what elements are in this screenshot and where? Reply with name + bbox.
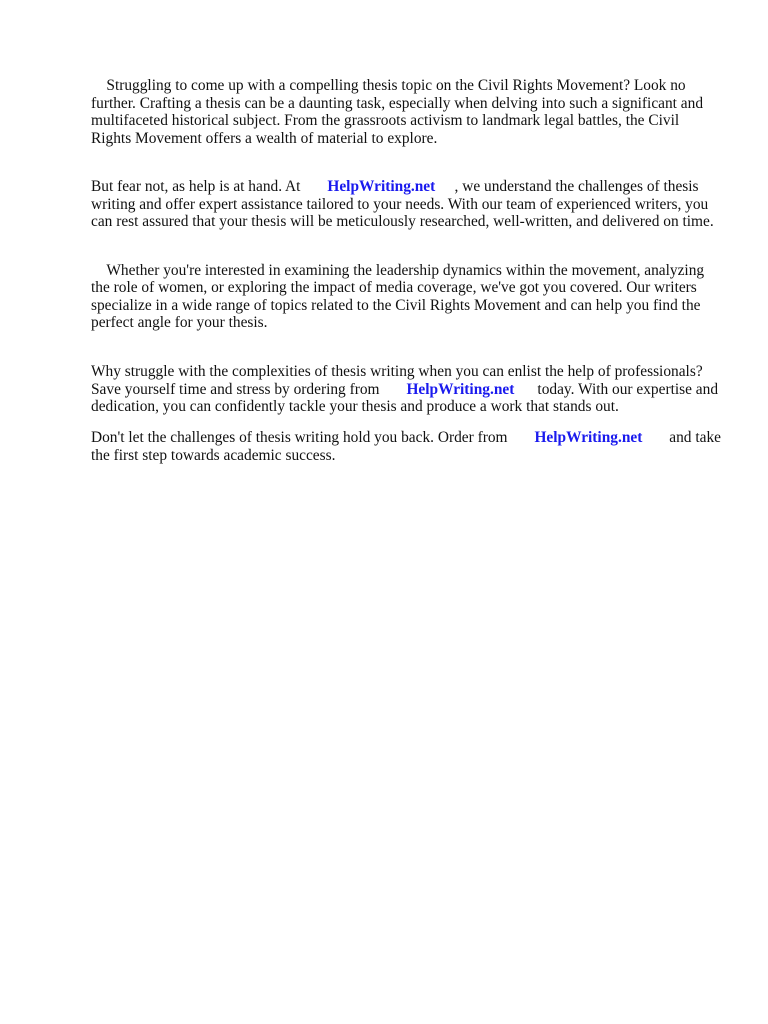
paragraph-text: But fear not, as help is at hand. At <box>91 178 328 196</box>
helpwriting-link[interactable]: HelpWriting.net <box>534 429 643 447</box>
document-body <box>91 60 725 478</box>
paragraph-text: Why struggle with the complexities of thesis writing when you can enlist the help of professionals? Save yourself time and stress by ordering from <box>91 363 707 398</box>
helpwriting-link[interactable]: HelpWriting.net <box>406 380 515 398</box>
paragraph-topics <box>91 245 721 349</box>
helpwriting-link[interactable]: HelpWriting.net <box>327 178 436 196</box>
paragraph-text: today. With our expertise and dedication, you can confidently tackle your thesis and produce a work that stands out. <box>91 380 722 415</box>
paragraph-professionals <box>91 363 721 415</box>
paragraph-text: Struggling to come up with a compelling thesis topic on the Civil Rights Movement? Look no further. Crafting a thesis can be a daunting task, especially when delving into such a significant and multifaceted historical subject. From the grassroots activism to landmark legal battles, the Civil Rights Movement offers a wealth of material to explore. <box>91 77 707 147</box>
paragraph-text: Whether you're interested in examining the leadership dynamics within the movement, analyzing the role of women, or exploring the impact of media coverage, we've got you covered. Our writers specialize in a wide range of topics related to the Civil Rights Movement and can help you find the perfect angle for your thesis. <box>91 262 708 332</box>
paragraph-help <box>91 178 721 230</box>
paragraph-text: Don't let the challenges of thesis writing hold you back. Order from <box>91 429 535 447</box>
paragraph-closing <box>91 429 725 464</box>
paragraph-text: and take the first step towards academic success. <box>91 429 725 464</box>
paragraph-intro <box>91 60 721 164</box>
paragraph-text: , we understand the challenges of thesis writing and offer expert assistance tailored to your needs. With our team of experienced writers, you can rest assured that your thesis will be meticulously researched, well-written, and delivered on time. <box>91 178 714 231</box>
